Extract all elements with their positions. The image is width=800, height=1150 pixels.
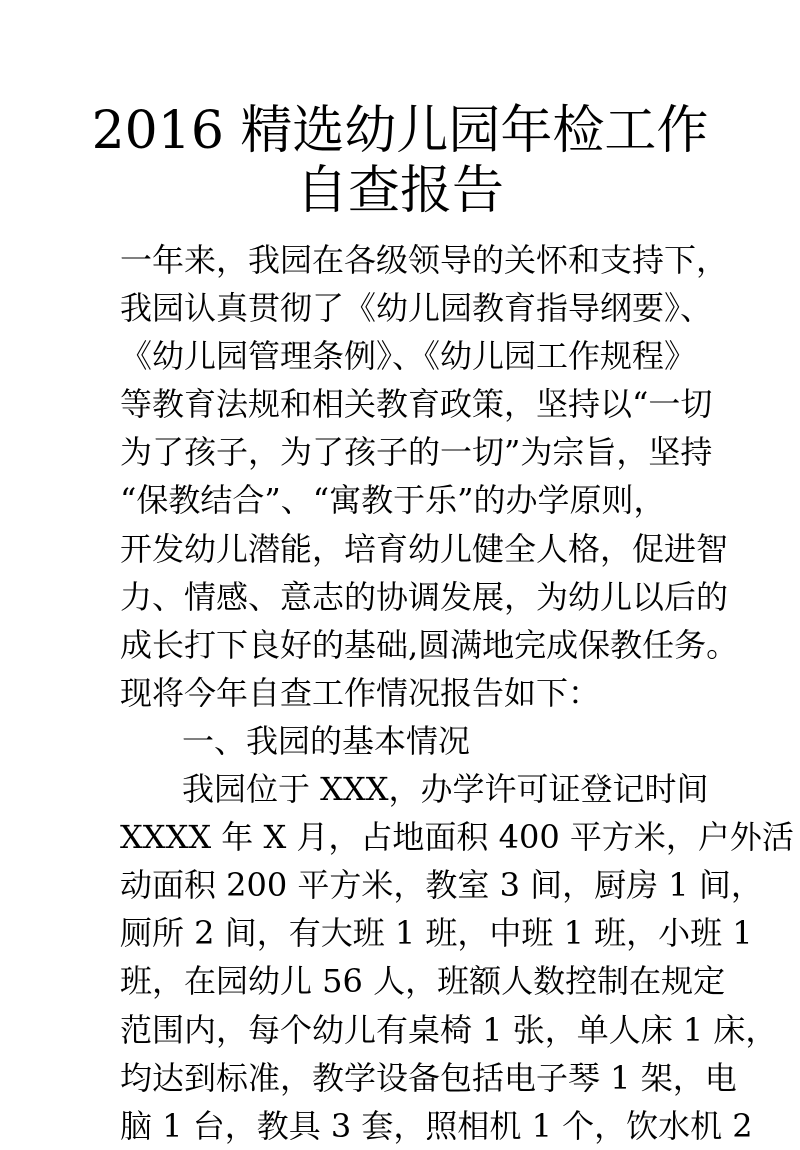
document-title-line-1: 2016 精选幼儿园年检工作	[91, 101, 709, 161]
intro-line-6: “保教结合”、“寓教于乐”的办学原则，	[120, 481, 666, 520]
section-1-line-3: 动面积 200 平方米，教室 3 间，厨房 1 间，	[120, 866, 763, 905]
section-1-line-6: 范围内，每个幼儿有桌椅 1 张，单人床 1 床，	[120, 1010, 778, 1049]
section-1-line-2: XXXX 年 X 月，占地面积 400 平方米，户外活	[120, 818, 794, 857]
intro-line-1: 一年来，我园在各级领导的关怀和支持下，	[120, 241, 729, 279]
section-1-heading: 一、我园的基本情况	[182, 721, 471, 760]
document-body	[120, 236, 794, 1150]
intro-line-5: 为了孩子，为了孩子的一切”为宗旨，坚持	[120, 433, 713, 472]
intro-line-2: 我园认真贯彻了《幼儿园教育指导纲要》、	[120, 289, 713, 328]
section-1-line-1: 我园位于 XXX，办学许可证登记时间	[182, 770, 709, 809]
intro-line-7: 开发幼儿潜能，培育幼儿健全人格，促进智	[120, 529, 729, 568]
intro-line-8: 力、情感、意志的协调发展，为幼儿以后的	[120, 577, 729, 616]
section-1-line-8: 脑 1 台，教具 3 套，照相机 1 个，饮水机 2	[120, 1106, 753, 1145]
section-1-line-4: 厕所 2 间，有大班 1 班，中班 1 班，小班 1	[120, 914, 753, 953]
intro-line-3: 《幼儿园管理条例》、《幼儿园工作规程》	[120, 337, 697, 376]
intro-line-4: 等教育法规和相关教育政策，坚持以“一切	[120, 385, 713, 424]
document-title-line-2: 自查报告	[295, 161, 504, 221]
section-1-line-5: 班，在园幼儿 56 人，班额人数控制在规定	[120, 962, 726, 1001]
intro-line-9: 成长打下良好的基础,圆满地完成保教任务。	[120, 625, 739, 664]
intro-line-10: 现将今年自查工作情况报告如下：	[120, 673, 601, 712]
section-1-line-7: 均达到标准，教学设备包括电子琴 1 架，电	[120, 1058, 737, 1097]
